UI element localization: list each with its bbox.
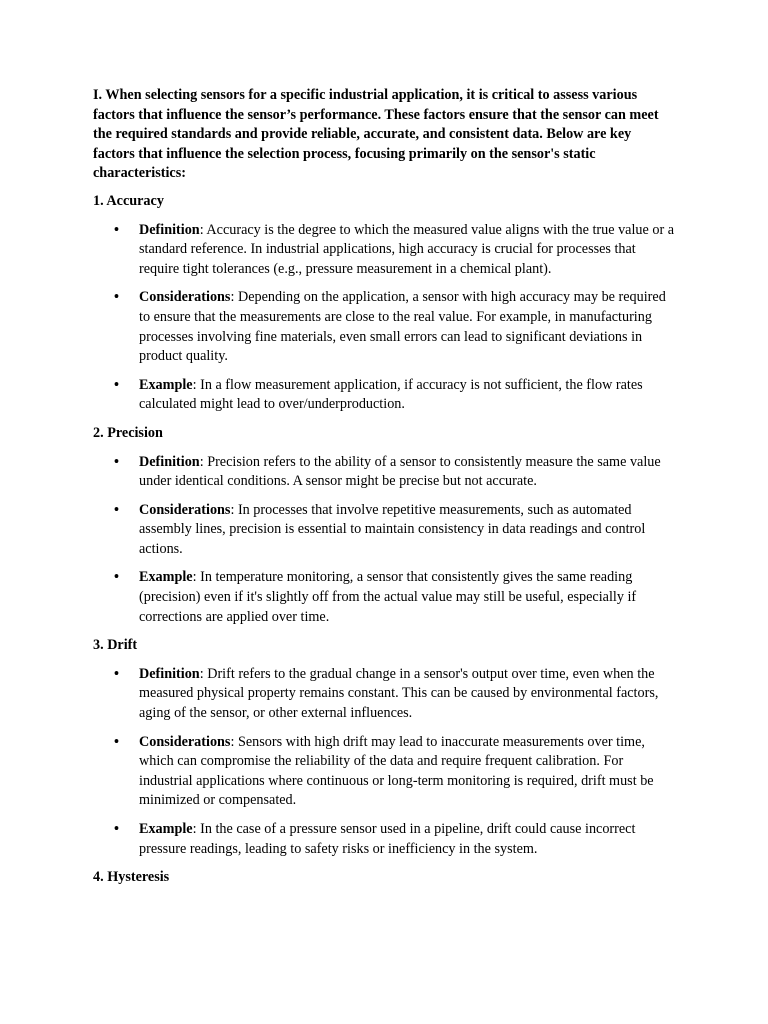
item-text: : In temperature monitoring, a sensor that consistently gives the same reading (precision) even if it's slightly off from the actual value may still be useful, especially if corrections are applied over time. <box>139 569 637 625</box>
document-page <box>93 86 675 897</box>
item-term: Definition <box>139 665 200 682</box>
bullet-icon: • <box>114 501 119 518</box>
section-heading: 4. Hysteresis <box>93 869 170 886</box>
section-heading: 1. Accuracy <box>93 192 164 209</box>
item-text: : In the case of a pressure sensor used in a pipeline, drift could cause incorrect pressure readings, leading to safety risks or inefficiency in the system. <box>139 821 636 857</box>
item-term: Considerations <box>139 289 231 306</box>
item-text: : Precision refers to the ability of a sensor to consistently measure the same value under identical conditions. A sensor might be precise but not accurate. <box>139 453 661 490</box>
item-term: Example <box>139 569 193 586</box>
bullet-list <box>93 453 675 628</box>
item-text: : In processes that involve repetitive measurements, such as automated assembly lines, precision is essential to maintain consistency in data readings and control actions. <box>139 501 646 557</box>
list-item <box>93 288 675 366</box>
bullet-icon: • <box>114 821 119 837</box>
list-item <box>93 221 675 280</box>
item-term: Example <box>139 376 193 393</box>
item-term: Definition <box>139 221 200 238</box>
list-item <box>93 376 675 415</box>
item-text: : Drift refers to the gradual change in a sensor's output over time, even when the measured physical property remains constant. This can be caused by environmental factors, aging of the sensor, or other external influences. <box>139 665 659 722</box>
item-term: Definition <box>139 453 200 470</box>
bullet-icon: • <box>114 221 119 238</box>
bullet-list <box>93 665 675 859</box>
item-text: : Accuracy is the degree to which the measured value aligns with the true value or a standard reference. In industrial applications, high accuracy is crucial for processes that require tight tolerances (e.g., pressure measurement in a chemical plant). <box>139 221 675 277</box>
list-item <box>93 453 675 492</box>
list-item <box>93 733 675 811</box>
section-heading: 3. Drift <box>93 637 138 654</box>
item-text: : Depending on the application, a sensor with high accuracy may be required to ensure that the measurements are close to the real value. For example, in manufacturing processes involving fine materials, even small errors can lead to significant deviations in product quality. <box>139 289 666 365</box>
bullet-icon: • <box>114 453 119 470</box>
item-term: Considerations <box>139 733 231 750</box>
bullet-list <box>93 221 675 415</box>
list-item <box>93 665 675 724</box>
item-term: Considerations <box>139 501 231 518</box>
item-text: : Sensors with high drift may lead to inaccurate measurements over time, which can compromise the reliability of the data and require frequent calibration. For industrial applications where continuous or long-term monitoring is required, drift must be minimized or compensated. <box>139 733 654 809</box>
bullet-icon: • <box>114 569 119 586</box>
section-drift <box>93 636 675 859</box>
section-heading: 2. Precision <box>93 424 163 441</box>
item-text: : In a flow measurement application, if accuracy is not sufficient, the flow rates calculated might lead to over/underproduction. <box>139 376 643 413</box>
item-term: Example <box>139 821 193 837</box>
bullet-icon: • <box>114 289 119 306</box>
bullet-icon: • <box>114 665 119 682</box>
intro-paragraph: I. When selecting sensors for a specific industrial application, it is critical to assess various factors that influence the sensor’s performance. These factors ensure that the sensor can meet the required standards and provide reliable, accurate, and consistent data. Below are key factors that influence the selection process, focusing primarily on the sensor's static characteristics: <box>93 87 659 182</box>
bullet-icon: • <box>114 376 119 393</box>
bullet-icon: • <box>114 733 119 750</box>
list-item <box>93 568 675 627</box>
section-hysteresis <box>93 868 675 888</box>
list-item <box>93 501 675 560</box>
section-accuracy <box>93 192 675 415</box>
section-precision <box>93 424 675 627</box>
list-item <box>93 820 675 859</box>
